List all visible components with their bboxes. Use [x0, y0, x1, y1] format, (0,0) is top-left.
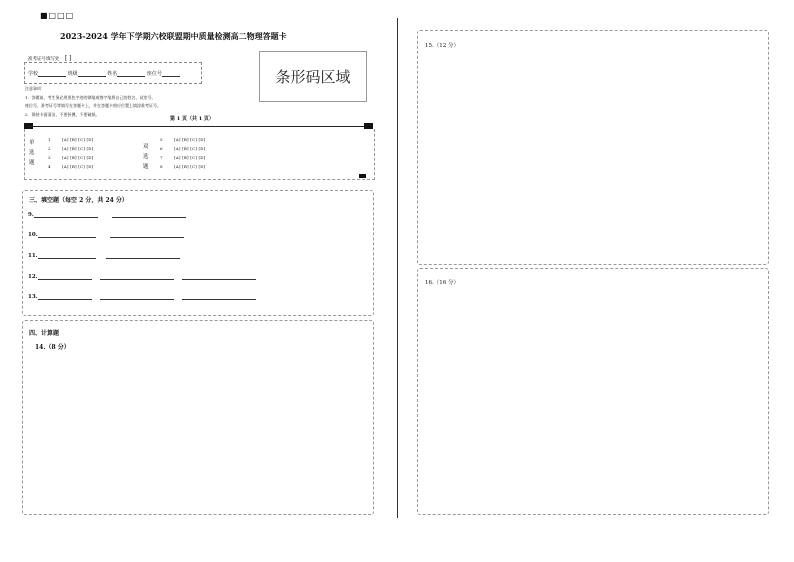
column-divider — [397, 18, 398, 518]
barcode-area: 条形码区域 — [259, 51, 367, 102]
seat-label: 座位号 — [146, 71, 162, 77]
calculation-title: 四、计算题 — [29, 330, 60, 337]
mc-question-number: 4 — [48, 164, 51, 169]
alignment-mark-small — [359, 174, 366, 178]
name-label: 姓名 — [107, 71, 118, 77]
mc-question-number: 2 — [48, 146, 51, 151]
answer-blank[interactable] — [110, 232, 184, 238]
single-label-char: 选 — [29, 150, 35, 156]
mc-options[interactable]: [A] [B] [C] [D] — [62, 137, 94, 142]
notes-heading: 注意事项： — [25, 86, 45, 91]
mc-question-number: 8 — [160, 164, 163, 169]
answer-blank[interactable] — [38, 274, 92, 280]
name-field[interactable] — [117, 71, 145, 77]
notes-line-2: 座位号、准考证号等填写在答题卡上，并在答题卡相应位置上填涂准考证号。 — [25, 103, 161, 108]
question-12-row — [28, 274, 256, 280]
mc-options[interactable]: [A] [B] [C] [D] — [174, 164, 206, 169]
seat-field[interactable] — [162, 71, 180, 77]
answer-blank[interactable] — [182, 294, 256, 300]
school-label: 学校 — [28, 71, 39, 77]
question-number: 10. — [28, 232, 38, 238]
multi-label-char: 选 — [143, 154, 149, 160]
class-label: 班级 — [67, 71, 78, 77]
mc-options[interactable]: [A] [B] [C] [D] — [174, 137, 206, 142]
single-choice-label — [29, 138, 37, 168]
mc-question-number: 5 — [160, 137, 163, 142]
answer-blank[interactable] — [34, 212, 98, 218]
calculation-section[interactable] — [22, 320, 374, 515]
mc-question-number: 3 — [48, 155, 51, 160]
class-field[interactable] — [78, 71, 106, 77]
mc-question-row[interactable] — [160, 137, 205, 142]
student-info-line — [28, 70, 180, 77]
notes-line-1: 1．答题前，考生务必用黑色字迹的钢笔或签字笔将自己的姓名、试室号、 — [25, 94, 156, 100]
mc-question-number: 6 — [160, 146, 163, 151]
mc-question-row[interactable] — [160, 146, 205, 151]
mc-options[interactable]: [A] [B] [C] [D] — [62, 155, 94, 160]
single-label-char: 单 — [29, 140, 35, 146]
mc-options[interactable]: [A] [B] [C] [D] — [174, 146, 206, 151]
question-11-row — [28, 253, 180, 259]
question-10-row — [28, 232, 184, 238]
answer-blank[interactable] — [106, 253, 180, 259]
exam-number-bracket: [ ] — [64, 55, 72, 62]
school-field[interactable] — [38, 71, 66, 77]
mc-question-number: 1 — [48, 137, 51, 142]
answer-blank[interactable] — [38, 294, 92, 300]
mc-question-row[interactable] — [48, 146, 93, 151]
question-9-row — [28, 212, 186, 218]
mc-options[interactable]: [A] [B] [C] [D] — [62, 146, 94, 151]
page-number: 第 1 页（共 1 页） — [170, 116, 214, 122]
page-title: 2023-2024 学年下学期六校联盟期中质量检测高二物理答题卡 — [60, 31, 287, 41]
notes-line-3: 2．保持卡面清洁，不要折叠，不要破损。 — [25, 111, 100, 117]
mc-options[interactable]: [A] [B] [C] [D] — [174, 155, 206, 160]
question-number: 9. — [28, 212, 34, 218]
question-number: 12. — [28, 274, 38, 280]
question-15-label: 15.（12 分） — [425, 43, 459, 49]
multi-label-char: 双 — [143, 144, 149, 150]
question-number: 11. — [28, 253, 38, 259]
question-16-area[interactable] — [417, 268, 769, 515]
mc-options[interactable]: [A] [B] [C] [D] — [62, 164, 94, 169]
answer-blank[interactable] — [100, 274, 174, 280]
multi-choice-label — [143, 142, 151, 172]
mc-question-number: 7 — [160, 155, 163, 160]
mc-question-row[interactable] — [48, 155, 93, 160]
question-16-label: 16.（16 分） — [425, 280, 459, 286]
question-number: 13. — [28, 294, 38, 300]
single-label-char: 题 — [29, 160, 35, 166]
multi-label-char: 题 — [143, 164, 149, 170]
mc-question-row[interactable] — [48, 164, 93, 169]
question-13-row — [28, 294, 256, 300]
question-14-label: 14.（8 分） — [35, 344, 70, 351]
mc-question-row[interactable] — [48, 137, 93, 142]
answer-blank[interactable] — [112, 212, 186, 218]
exam-number-text: 准考证号填写处 — [28, 57, 60, 62]
answer-blank[interactable] — [182, 274, 256, 280]
notes-block — [25, 85, 161, 119]
answer-blank[interactable] — [100, 294, 174, 300]
mc-question-row[interactable] — [160, 155, 205, 160]
question-15-area[interactable] — [417, 30, 769, 265]
fill-in-title: 三、填空题（每空 2 分，共 24 分） — [29, 197, 128, 204]
answer-blank[interactable] — [38, 232, 96, 238]
exam-number-label — [28, 55, 72, 62]
mc-question-row[interactable] — [160, 164, 205, 169]
answer-blank[interactable] — [38, 253, 96, 259]
mc-top-rule — [28, 126, 373, 127]
header-marks: ■□□□ — [40, 11, 75, 20]
